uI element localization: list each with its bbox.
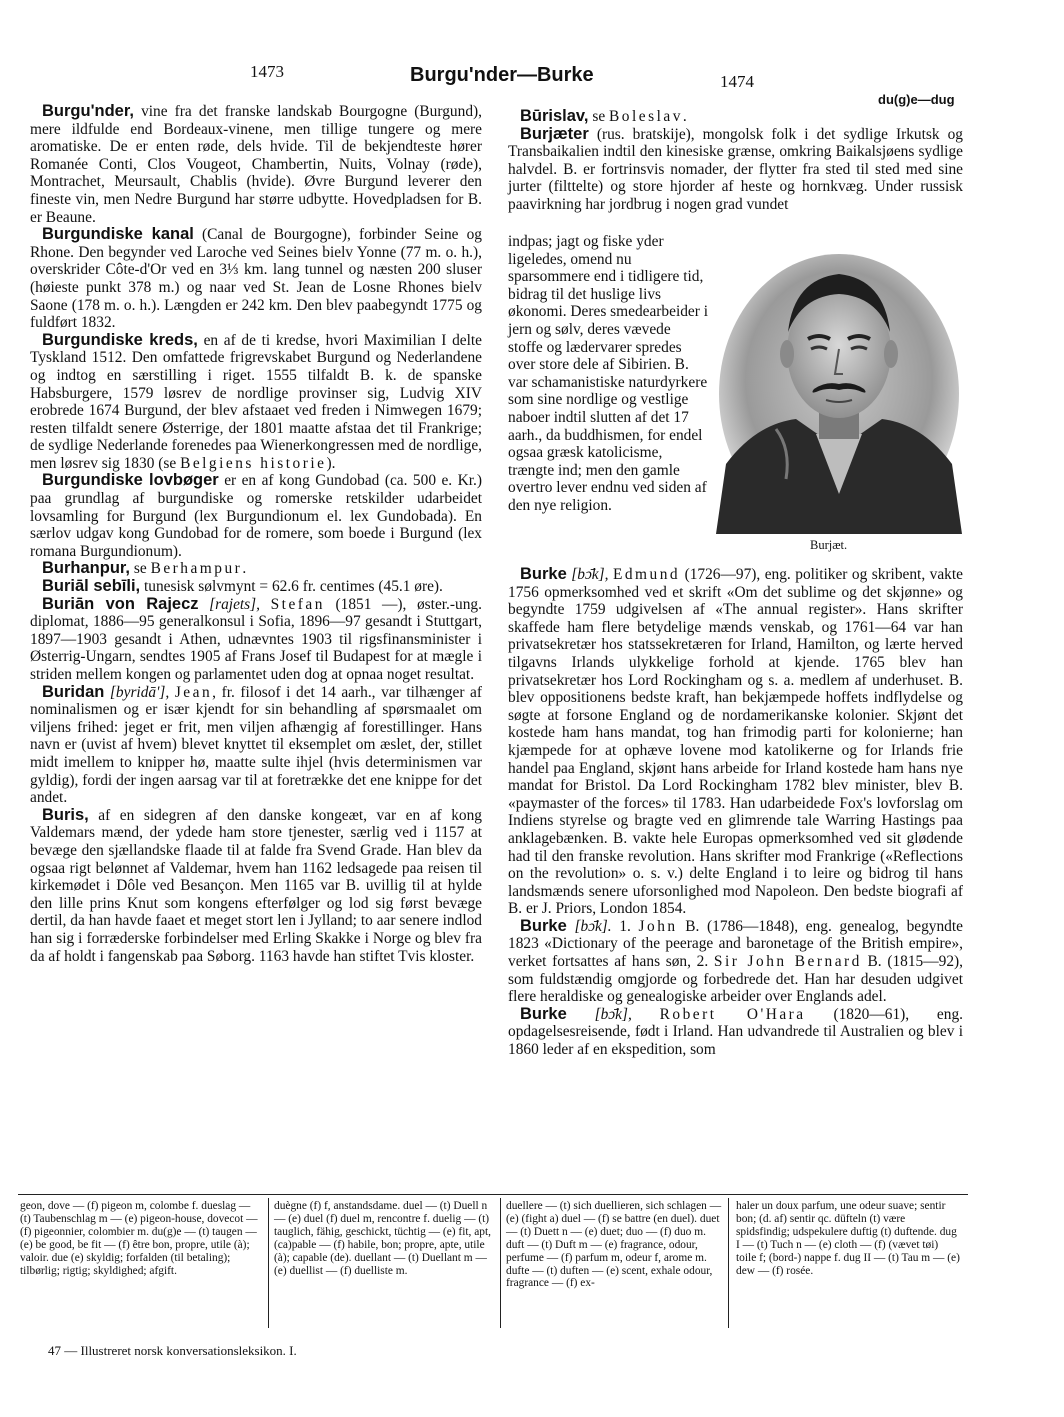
entry-buridan: [30, 684, 482, 807]
entry-text: indpas; jagt og fiske yder ligeledes, omend nu sparsommere end i tidligere tid, bidrag til det huslige livs økonomi. Deres smedearbeider i jern og sølv, deres vævede stoffe og lædervarer spredes over store dele af Sibirien. B. var schamanistiske naturdyrkere som sine nordlige og vestlige naboer indtil slutten af det 17 aarh., da buddhismen, for endel ogsaa græsk katolicisme, trængte ind; men den gamle overtro lever endnu ved siden af den nye religion.: [508, 233, 709, 514]
page-number-left: 1473: [250, 62, 284, 81]
headword: Buris,: [42, 805, 89, 824]
headword: Burgundiske kreds,: [42, 330, 198, 349]
entry-text: (Canal de Bourgogne), forbinder Seine og Rhone. Den begynder ved Laroche ved Seines bielv Yonne (77 m. o. h.), overskrider Côte-d'Or ved en 3⅓ km. lang tunnel og næsten 200 sluser (høieste punkt 378 m.) og naar ved St. Jean de Losne Rhones bielv Saone (178 m. o. h.). Længden er 242 km. Den blev paabegyndt 1775 og fuldført 1832.: [30, 226, 482, 332]
portrait-image: [716, 234, 962, 534]
entry-buris: [30, 807, 482, 965]
entry-text: .: [682, 108, 687, 125]
pronunciation: [bɔ̄k],: [594, 1005, 632, 1023]
cross-reference: Boleslav: [609, 108, 683, 125]
entry-text: ).: [326, 454, 336, 472]
entry-text: (1820—61), eng. opdagelsesreisende, født i Irland. Han udvandrede til Australien og blev i 1860 leder af en ekspedition, som: [508, 1005, 963, 1059]
entry-text: (rus. bratskije), mongolsk folk i det sydlige Irkutsk og Transbaikalien indtil den kinesiske grænse, omkring Baikalsjøens sydlige halvdel. B. er fortrinsvis nomader, der flytter fra sted til sted med sine jurter (filttelte) og store hjorder af heste og hornkvæg. Under russisk paavirkning har jordbrug i nogen grad vundet: [508, 125, 963, 213]
person-name: Jean: [174, 683, 213, 701]
entry-text: B. (1786—1848), eng. genealog, begyndte 1823 «Dictionary of the peerage and baronetage of the British empire», verket fortsattes af hans søn, 2.: [508, 917, 963, 971]
headword: Buridan: [42, 682, 105, 701]
entry-burjaeter: [508, 126, 963, 214]
headword: Burgundiske lovbøger: [42, 471, 219, 490]
entry-text: af en sidegren af den danske kongeæt, var en af kong Valdemars mænd, der ydede ham store tjenester, særlig ved i 1157 at bevæge den sjællandske flaade til at falde fra Svend Grade. Han blev da ogsaa rigt belønnet af Valdemar, hvem han 1162 ledsagede paa reisen til kirkemødet i Dôle ved Besançon. Men 1165 var B. uvillig til at hylde den lille prins Knut som kongens efterfølger og lod sig først bevæge dertil, da han havde faaet et meget stort len i Jylland; to aar senere indlod han sig i forræderske forbindelser med Erling Skakke i Norge og blev fra da af holdt i fangenskab paa Søborg. 1163 havde han stiftet Tvis kloster.: [30, 806, 482, 965]
headword: Burke: [520, 1004, 567, 1023]
entry-text: (1726—97), eng. politiker og skribent, vakte 1756 opmerksomhed ved et skrift «Om det sublime og det skjønne» og begyndte 1759 udgivelsen af «The annual register». Hans skrifter skaffede ham flere betydelige mænds venskab, og 1761—64 var han privatsekretær hos statssekretæren for Irland, Hamilton, og lærte herved tilgavns Irlands ulykkelige forhold at kjende. 1765 blev han privatsekretær hos Lord Rockingham og s. a. medlem af underhuset. B. blev oppositionens bedste kraft, han bekjæmpede hoffets indflydelse og søgte at forsone England og de nordamerikanske kolonier. Skjønt det kostede ham hans mandat, tog han frimodig parti for kolonierne; han kjæmpede for at ophæve lovene mod katolikerne og for Irlands frie handel paa England, skjønt hans arbeide for Irland kostede ham hans nye mandat for Bristol. Da Lord Rockingham 1782 blev minister, blev B. «paymaster of the forces» til 1783. Han udarbeidede Fox's lovforslag om Indiens styrelse og bragte ved en glimrende tale Warring Hastings paa anklagebænken. B. vakte hele Europas opmerksomhed ved sit glødende had til den franske revolution. Hans skrifter mod Frankrige («Reflections on the revolution» o. s. v.) delte England i to leire og bidrog til hans landsmænds senere uforsonlighed mod Napoleon. Den bedste biografi af B. er J. Priors, London 1854.: [508, 566, 963, 918]
entry-burgundiske-kreds: [30, 332, 482, 473]
entry-text: vine fra det franske landskab Bourgogne (Burgund), mere ildfulde end Bordeaux-vinene, men tillige tungere og mere aromatiske. De er enten røde, dels hvide. Til de bekjendteste hører Romanée Conti, Clos Vougeot, Chambertin, Nuits, Volnay (røde), Montrachet, Meursault, Chablis (hvide). Øvre Burgund leverer den fineste vin, men Nedre Burgund har større udbytte. Hovedpladsen for B. er Beaune.: [30, 103, 482, 226]
person-name: John: [638, 917, 678, 935]
entry-burgundiske-lovboger: [30, 472, 482, 560]
pronunciation: [bɔ̄k].: [574, 917, 612, 935]
pronunciation: [rajets],: [209, 595, 261, 613]
entry-text: er en af kong Gundobad (ca. 500 e. Kr.) paa grundlag af burgundiske og romerske retskilder udarbeidet lovsamling for Burgund (lex Burgundionum el. lex Gundobada). En særlov udgav kong Gundobad for de romere, som boede i Burgund (lex romana Burgundionum).: [30, 472, 482, 560]
headword: Buriān von Rajecz: [42, 594, 199, 613]
person-name: Stefan: [270, 595, 325, 613]
headword: Burhanpur,: [42, 559, 131, 578]
entry-burke-robert: [508, 1006, 963, 1059]
pronunciation: [bɔ̄k],: [571, 566, 609, 583]
entry-text: se: [133, 560, 147, 578]
entry-burke-john: [508, 918, 963, 1006]
headword: Burgu'nder,: [42, 102, 134, 120]
cross-reference: Berhampur: [150, 560, 243, 578]
entry-burial-sebili: [30, 578, 482, 596]
entry-burhanpur: [30, 560, 482, 578]
column-divider: [728, 1198, 729, 1328]
headword: Burgundiske kanal: [42, 225, 194, 244]
entry-burgunder: [30, 103, 482, 226]
footnote-rule: [18, 1194, 968, 1195]
footnote-column-1: geon, dove — (f) pigeon m, colombe f. dueslag — (t) Taubenschlag m — (e) pigeon-house, dovecot — (f) pigeonnier, colombier m. du(g)e — (t) taugen — (e) be good, be fit — (f) être bon, propre, utile (à); valoir. due (e) skyldig; forfalden (til betaling); tilbørlig; rigtig; skyldighed; afgift.: [20, 1200, 258, 1277]
right-column-narrow: [508, 233, 708, 515]
headword: Burke: [520, 916, 567, 935]
entry-burke-edmund: [508, 566, 963, 918]
guide-word: du(g)e—dug: [878, 92, 955, 107]
person-name: Edmund: [612, 566, 681, 583]
portrait-caption: Burjæt.: [810, 538, 848, 552]
entry-text: , fr. filosof i det 14 aarh., var tilhænger af nominalismen og er især kjendt for sin behandling af spørsmaalet om viljens frihed: jeget er frit, men viljen afhængig af forestillinger. Hans navn er (uvist af hvem) blevet knyttet til eksemplet om æslet, der, stillet midt imellem to knipper hø, maatte sulte ihjel (hvis determinismen var gyldig), fordi der ingen aarsag var til at foretrække det ene knippe for det andet.: [30, 683, 482, 807]
person-name: Sir John Bernard: [713, 953, 862, 971]
running-head: Burgu'nder—Burke: [410, 64, 594, 86]
footnote-column-4: haler un doux parfum, une odeur suave; sentir bon; (d. af) sentir qc. düfteln (t) være spidsfindig; udspekulere duftig (t) duftende. dug I — (t) Tuch n — (e) cloth — (f) (vævet tøi) toile f; (bord-) nappe f. dug II — (t) Tau m — (e) dew — (f) rosée.: [736, 1200, 960, 1277]
entry-text: tunesisk sølvmynt = 62.6 fr. centimes (45.1 øre).: [143, 578, 443, 596]
headword: Burjæter: [520, 124, 589, 143]
cross-reference: Belgiens historie: [180, 454, 327, 472]
entry-burislav: [508, 108, 963, 126]
entry-text: B. (1815—92), som fuldstændig omgjorde og forbedrede det. Han har desuden udgivet flere heraldiske og genealogiske arbeider over Englands adel.: [508, 953, 963, 1006]
entry-text: 1.: [619, 917, 631, 935]
right-column-bottom: [508, 566, 963, 1059]
entry-text: se: [592, 108, 606, 125]
page-footer: 47 — Illustreret norsk konversationsleksikon. I.: [48, 1343, 297, 1358]
footnote-column-2: duègne (f) f, anstandsdame. duel — (t) Duell n — (e) duel (f) duel m, rencontre f. duelig — (t) tauglich, fähig, geschickt, tüchtig — (e) fit, apt, (ca)pable — (f) habile, bon; propre, apte, utile (à); capable (de). duellant — (t) Duellant m — (e) duellist — (f) duelliste m.: [274, 1200, 491, 1277]
page-number-right: 1474: [720, 72, 754, 91]
entry-burian: [30, 596, 482, 684]
column-divider: [500, 1198, 501, 1328]
right-column-top: [508, 108, 963, 214]
left-column: [30, 103, 482, 965]
entry-text: .: [242, 560, 247, 578]
headword: Burke: [520, 565, 567, 583]
entry-text: (1851 —), øster.-ung. diplomat, 1886—95 generalkonsul i Sofia, 1896—97 gesandt i Stuttgart, 1897—1903 gesandt i Athen, udnævntes 1903 til rigsfinansminister i Østerrig-Ungarn, sendtes 1905 af Frans Josef til Budapest for at mægle i striden mellem kongen og parlamentet uden dog at opnaa noget resultat.: [30, 595, 482, 683]
entry-burgundiske-kanal: [30, 226, 482, 332]
person-name: Robert O'Hara: [659, 1005, 806, 1023]
pronunciation: [byridā'],: [109, 683, 170, 701]
entry-text: en af de ti kredse, hvori Maximilian I delte Tyskland 1512. Den omfattede frigrevskabet Burgund og Nederlandene og indtog en særstilling i riget. 1555 tilfaldt B. k. de spanske Habsburgere, 1579 løsrev de nordlige provinser sig, Ludvig XIV erobrede 1674 Burgund, der blev afstaaet ved freden i Nimwegen 1679; resten tilfaldt senere Østerrige, der 1801 maatte afstaa det til Frankrige; de sydlige Nederlande forenedes paa Wienerkongressen med de nordlige, men løsrev sig 1830 (se: [30, 331, 482, 472]
portrait-svg: [716, 234, 962, 534]
headword: Buriāl sebīli,: [42, 577, 141, 596]
headword: Būrislav,: [520, 107, 589, 125]
footnote-column-3: duellere — (t) sich duellieren, sich schlagen — (e) (fight a) duel — (f) se battre (en duel). duet — (t) Duett n — (e) duet; duo — (f) duo m. duft — (t) Duft m — (e) fragrance, odour, perfume — (f) parfum m, odeur f, arome m. dufte — (t) duften — (e) scent, exhale odour, fragrance — (f) ex-: [506, 1200, 722, 1290]
column-divider: [268, 1198, 269, 1328]
